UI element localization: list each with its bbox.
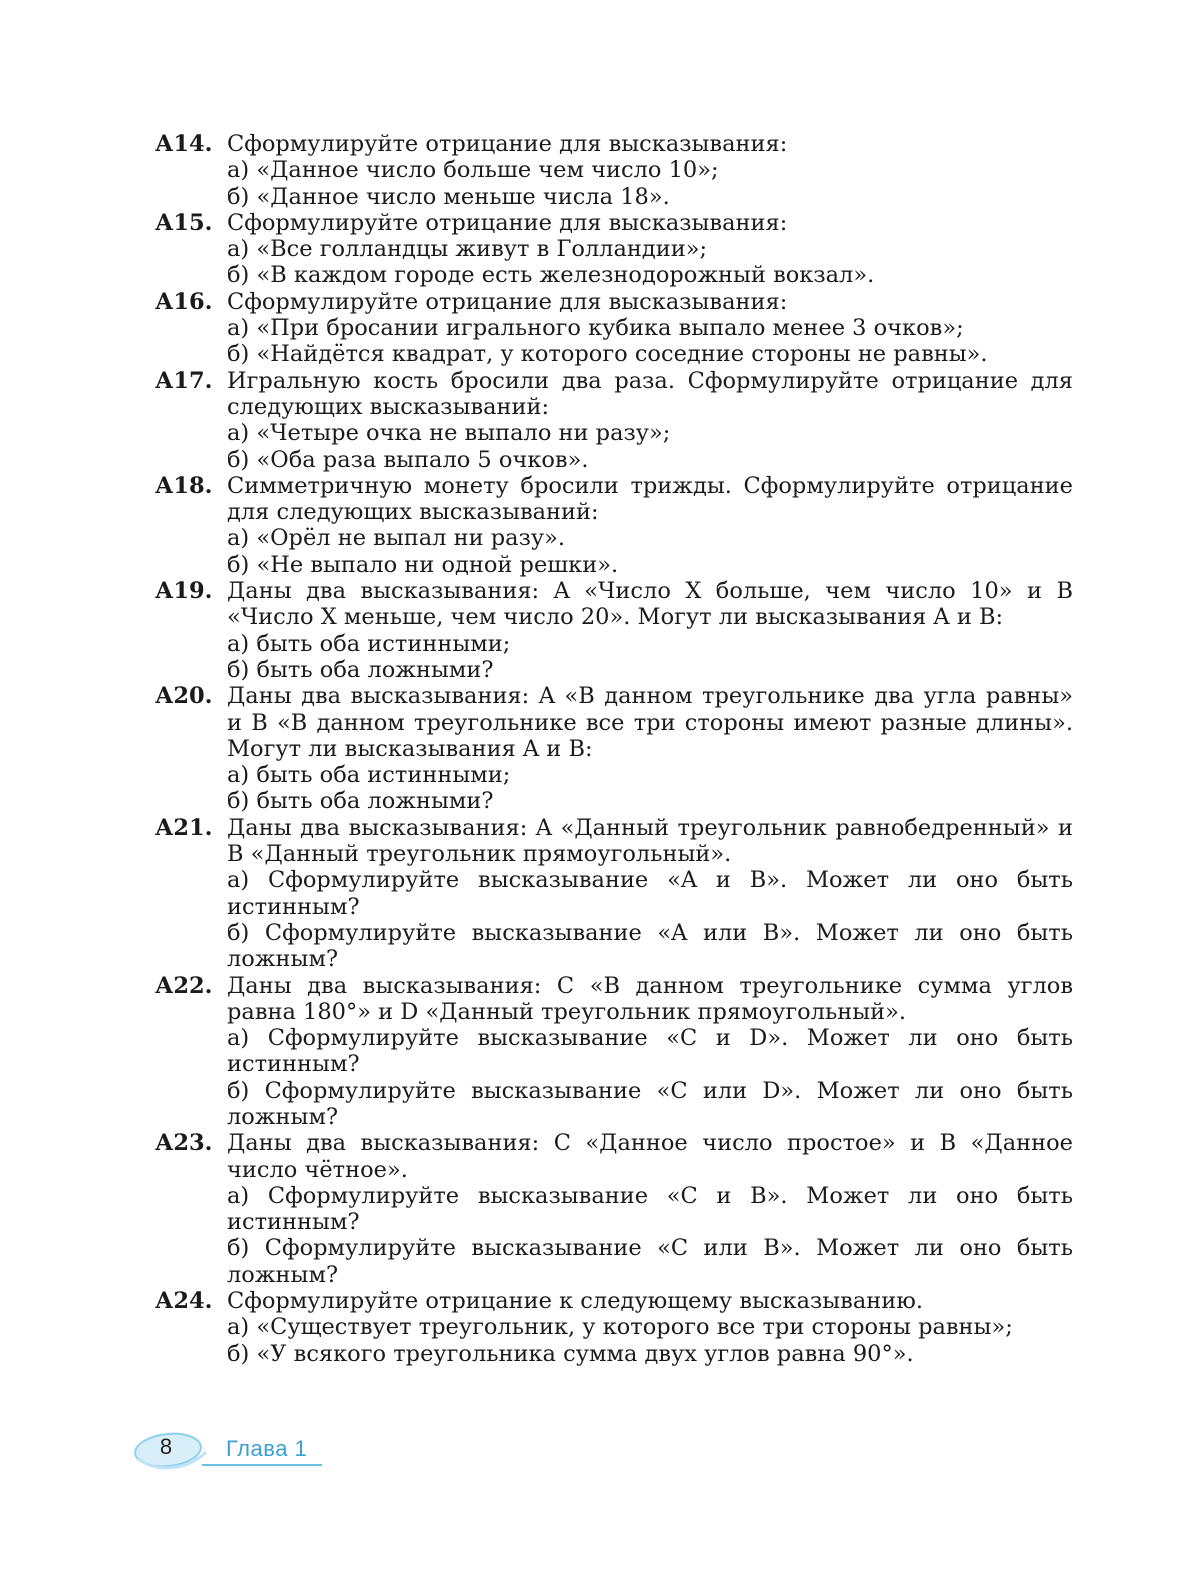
task-a16 xyxy=(155,289,1073,368)
task-number: А18. xyxy=(155,472,213,499)
task-number: А16. xyxy=(155,288,213,315)
task-item: а) «Данное число больше чем число 10»; xyxy=(227,157,719,184)
task-text: Сформулируйте отрицание для высказывания: xyxy=(227,131,788,157)
task-item: а) «При бросании игрального кубика выпало менее 3 очков»; xyxy=(227,315,964,342)
task-text: Даны два высказывания: C «Данное число простое» и B «Данное число чётное». xyxy=(227,1130,1073,1183)
task-text: Даны два высказывания: C «В данном треугольнике сумма углов равна 180°» и D «Данный треугольник прямоугольный». xyxy=(227,972,1073,1025)
task-a18 xyxy=(155,473,1073,578)
page-content xyxy=(155,131,1073,1367)
task-text: Симметричную монету бросили трижды. Сформулируйте отрицание для следующих высказываний: xyxy=(227,472,1073,526)
task-item: а) «Орёл не выпал ни разу». xyxy=(227,525,566,552)
task-number: А24. xyxy=(155,1288,213,1315)
task-number: А19. xyxy=(155,578,213,605)
task-text: Даны два высказывания: A «Число X больше, чем число 10» и B «Число X меньше, чем число 20». Могут ли высказывания A и B: xyxy=(227,578,1073,631)
task-number: А22. xyxy=(155,972,213,999)
task-item: б) «Найдётся квадрат, у которого соседние стороны не равны». xyxy=(227,341,988,368)
task-item: б) «Оба раза выпало 5 очков». xyxy=(227,446,589,473)
task-text: Сформулируйте отрицание для высказывания: xyxy=(227,209,788,236)
task-a22 xyxy=(155,973,1073,1131)
task-a21 xyxy=(155,815,1073,973)
task-number: А23. xyxy=(155,1130,213,1157)
task-item: а) «Четыре очка не выпало ни разу»; xyxy=(227,420,671,447)
task-number: А21. xyxy=(155,814,213,841)
task-item: б) «Не выпало ни одной решки». xyxy=(227,551,619,578)
chapter-label: Глава 1 xyxy=(226,1436,308,1461)
task-item: б) быть оба ложными? xyxy=(227,788,494,815)
task-number: А20. xyxy=(155,683,213,710)
task-item: а) быть оба истинными; xyxy=(227,762,511,789)
task-text: Сформулируйте отрицание к следующему высказыванию. xyxy=(227,1288,923,1315)
task-item: а) Сформулируйте высказывание «C и B». Может ли оно быть истинным? xyxy=(227,1182,1073,1236)
task-item: б) Сформулируйте высказывание «C или B». Может ли оно быть ложным? xyxy=(227,1235,1073,1288)
task-item: б) Сформулируйте высказывание «A или B». Может ли оно быть ложным? xyxy=(227,919,1073,973)
task-a15 xyxy=(155,210,1073,289)
task-item: б) «У всякого треугольника сумма двух углов равна 90°». xyxy=(227,1340,914,1367)
task-item: а) быть оба истинными; xyxy=(227,630,511,657)
task-a24 xyxy=(155,1288,1073,1367)
task-item: б) «В каждом городе есть железнодорожный вокзал». xyxy=(227,262,875,289)
task-text: Игральную кость бросили два раза. Сформулируйте отрицание для следующих высказываний: xyxy=(227,367,1073,420)
task-a17 xyxy=(155,368,1073,473)
page-footer xyxy=(132,1428,332,1478)
task-text: Даны два высказывания: A «В данном треугольнике два угла равны» и B «В данном треугольнике все три стороны имеют разные длины». Могут ли высказывания A и B: xyxy=(227,683,1073,762)
task-item: а) «Существует треугольник, у которого все три стороны равны»; xyxy=(227,1314,1013,1341)
task-item: б) «Данное число меньше числа 18». xyxy=(227,183,670,210)
task-item: б) Сформулируйте высказывание «C или D». Может ли оно быть ложным? xyxy=(227,1077,1073,1130)
task-item: б) быть оба ложными? xyxy=(227,656,494,683)
task-number: А15. xyxy=(155,209,213,236)
task-a19 xyxy=(155,578,1073,683)
task-item: а) «Все голландцы живут в Голландии»; xyxy=(227,236,708,263)
task-number: А17. xyxy=(155,367,213,394)
task-number: А14. xyxy=(155,131,213,157)
task-a14 xyxy=(155,131,1073,210)
task-item: а) Сформулируйте высказывание «C и D». Может ли оно быть истинным? xyxy=(227,1025,1073,1078)
footer-divider xyxy=(202,1464,322,1466)
task-text: Сформулируйте отрицание для высказывания: xyxy=(227,288,788,315)
task-a20 xyxy=(155,683,1073,814)
task-item: а) Сформулируйте высказывание «A и B». Может ли оно быть истинным? xyxy=(227,867,1073,920)
task-a23 xyxy=(155,1130,1073,1288)
task-text: Даны два высказывания: A «Данный треугольник равнобедренный» и B «Данный треугольник прямоугольный». xyxy=(227,814,1073,868)
page-number: 8 xyxy=(159,1434,173,1459)
